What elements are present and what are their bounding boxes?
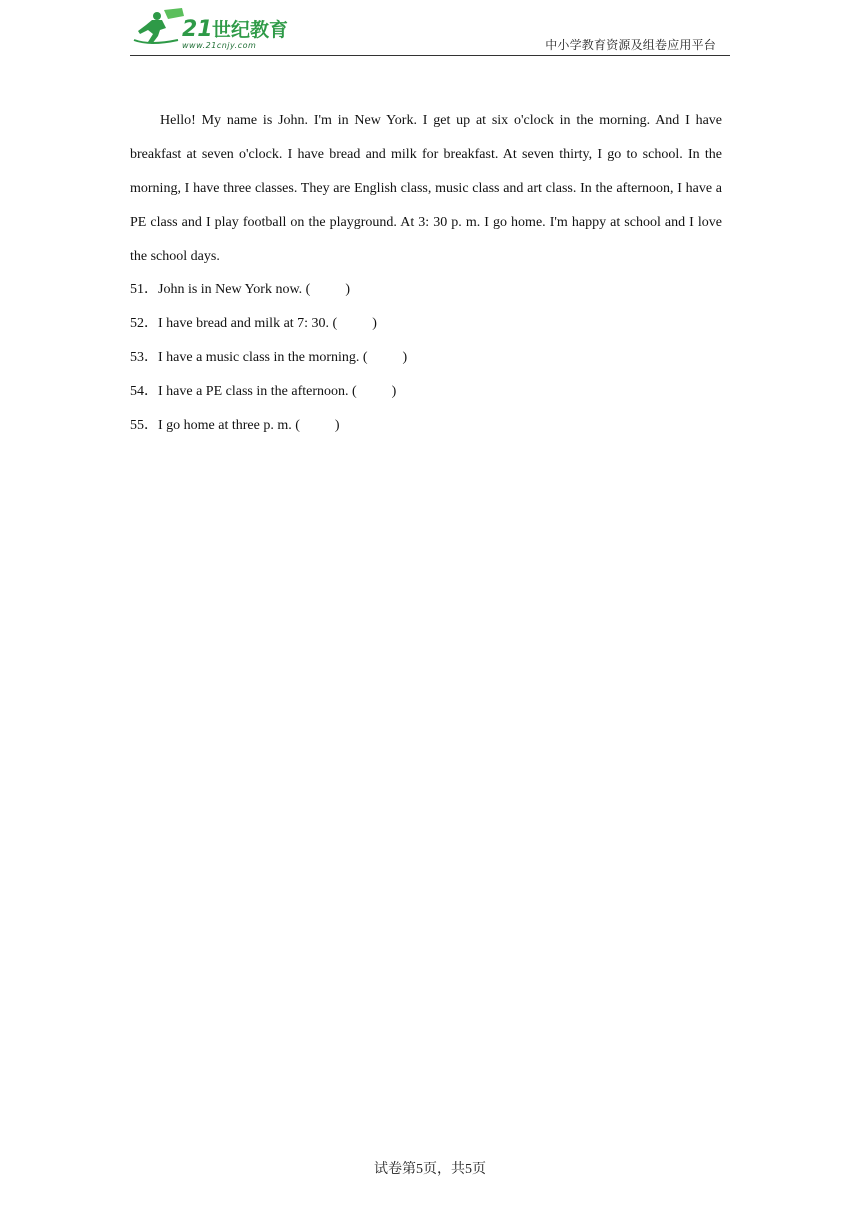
question-number: 55． (130, 418, 158, 433)
site-logo (130, 6, 305, 50)
question-item (130, 341, 407, 375)
svg-text:www.21cnjy.com: www.21cnjy.com (182, 41, 257, 50)
question-number: 51． (130, 282, 158, 297)
reading-passage: Hello! My name is John. I'm in New York. I get up at six o'clock in the morning. And I have breakfast at seven o'clock. I have bread and milk for breakfast. At seven thirty, I go to school. In the morning, I have three classes. They are English class, music class and art class. In the afternoon, I have a PE class and I play football on the playground. At 3: 30 p. m. I go home. I'm happy at school and I love the school days. (130, 113, 722, 264)
question-list (130, 273, 407, 443)
question-text: I have a PE class in the afternoon. ( ) (158, 384, 397, 399)
svg-text:世纪教育: 世纪教育 (212, 19, 289, 41)
page-footer: 试卷第5页，共5页 (374, 1162, 486, 1177)
question-text: John is in New York now. ( ) (158, 282, 350, 297)
svg-text:21: 21 (182, 17, 213, 42)
question-item (130, 409, 407, 443)
question-text: I go home at three p. m. ( ) (158, 418, 340, 433)
question-item (130, 375, 407, 409)
question-text: I have bread and milk at 7: 30. ( ) (158, 316, 377, 331)
question-number: 53． (130, 350, 158, 365)
page-header (130, 4, 730, 56)
question-item (130, 307, 407, 341)
question-number: 54． (130, 384, 158, 399)
question-number: 52． (130, 316, 158, 331)
question-item (130, 273, 407, 307)
runner-icon (134, 8, 184, 44)
question-text: I have a music class in the morning. ( ) (158, 350, 408, 365)
site-name: 中小学教育资源及组卷应用平台 (545, 38, 716, 52)
